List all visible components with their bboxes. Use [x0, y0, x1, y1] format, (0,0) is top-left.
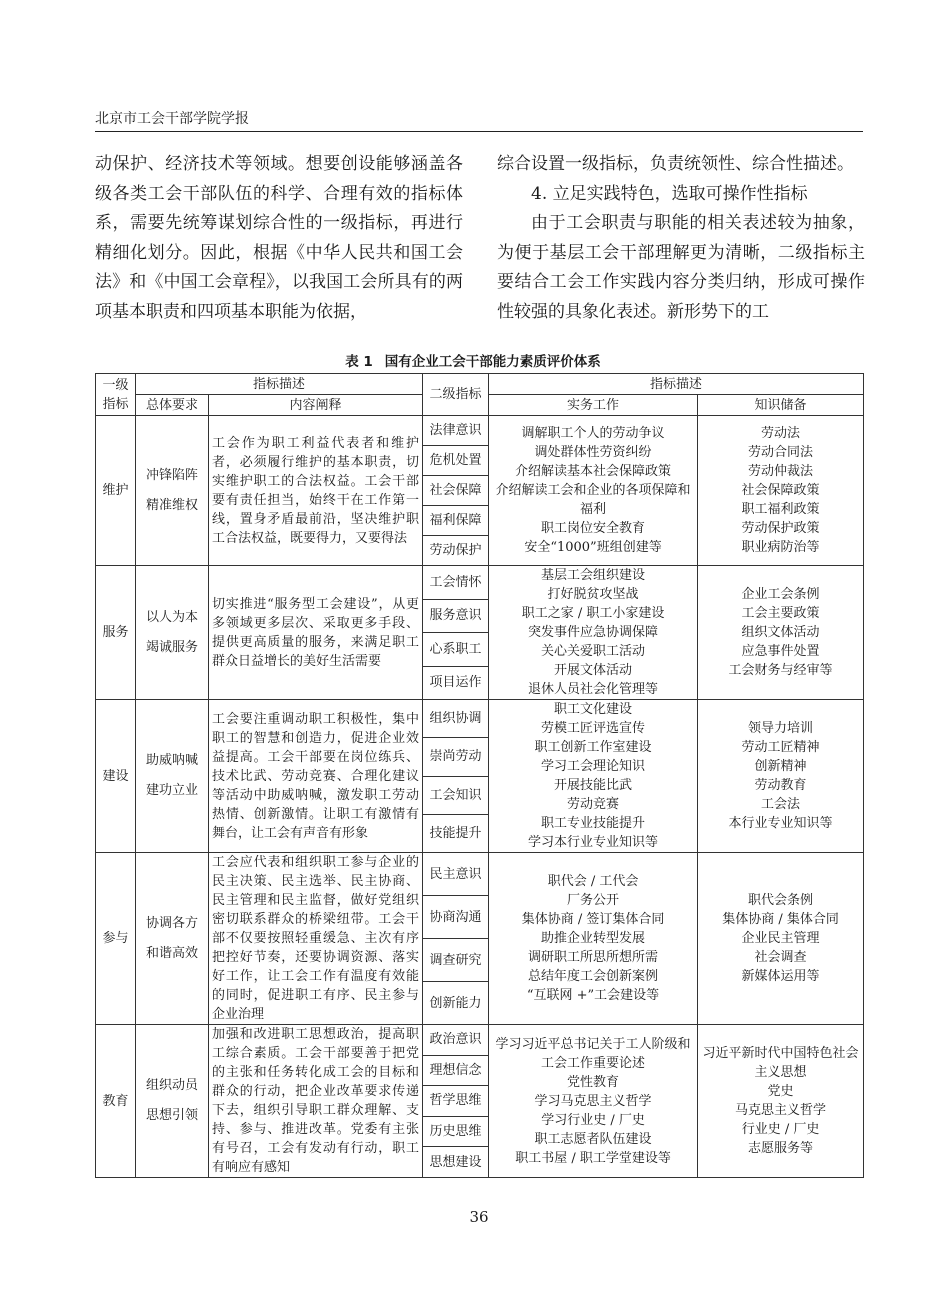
practice-line: 职工岗位安全教育 — [541, 521, 646, 536]
level2-cell: 创新能力 — [423, 982, 489, 1025]
practice-line: 介绍解读工会和企业的各项保障和福利 — [495, 483, 691, 517]
overall-cell — [136, 853, 209, 1025]
knowledge-cell — [698, 853, 864, 1025]
level1-cell: 维护 — [96, 416, 136, 566]
knowledge-line: 职代会条例 — [748, 893, 814, 908]
section-heading: 4. 立足实践特色，选取可操作性指标 — [531, 183, 808, 204]
level2-cell: 劳动保护 — [423, 536, 489, 566]
level2-cell: 法律意识 — [423, 416, 489, 446]
overall-cell — [136, 566, 209, 700]
level1-cell: 服务 — [96, 566, 136, 700]
level2-cell: 思想建设 — [423, 1147, 489, 1178]
content-cell: 切实推进“服务型工会建设”，从更多领域更多层次、采取更多手段、提供更高质量的服务，来满足职工群众日益增长的美好生活需要 — [209, 566, 423, 700]
practice-line: 退休人员社会化管理等 — [528, 682, 659, 697]
overall-line: 协调各方 — [145, 915, 198, 931]
level2-cell: 危机处置 — [423, 446, 489, 476]
knowledge-line: 劳动保护政策 — [741, 521, 820, 536]
knowledge-line: 劳动教育 — [754, 778, 807, 793]
practice-line: 安全“1000”班组创建等 — [524, 540, 662, 555]
knowledge-line: 社会调查 — [754, 950, 807, 965]
overall-line: 助威呐喊 — [145, 753, 198, 768]
practice-line: 厂务公开 — [567, 893, 620, 908]
knowledge-cell — [698, 700, 864, 853]
knowledge-line: 职工福利政策 — [741, 502, 820, 517]
level2-cell: 政治意识 — [423, 1025, 489, 1056]
table-row — [96, 416, 864, 446]
knowledge-line: 职业病防治等 — [741, 540, 820, 555]
knowledge-line: 集体协商 / 集体合同 — [722, 912, 839, 927]
overall-cell — [136, 1025, 209, 1178]
knowledge-line: 劳动合同法 — [748, 445, 814, 460]
level1-cell: 建设 — [96, 700, 136, 853]
knowledge-line: 组织文体活动 — [741, 625, 820, 640]
overall-cell — [136, 416, 209, 566]
right-paragraph-1: 综合设置一级指标，负责统领性、综合性描述。 — [497, 154, 854, 174]
knowledge-line: 劳动法 — [761, 426, 801, 441]
practice-line: 开展文体活动 — [554, 663, 633, 678]
table-caption-number: 表 1 — [345, 354, 373, 370]
table-body — [96, 416, 864, 1178]
practice-line: 打好脱贫攻坚战 — [547, 587, 639, 602]
level2-cell: 心系职工 — [423, 633, 489, 667]
practice-line: 调解职工个人的劳动争议 — [521, 426, 665, 441]
knowledge-cell — [698, 566, 864, 700]
level2-cell: 崇尚劳动 — [423, 738, 489, 776]
practice-cell — [489, 416, 698, 566]
header-knowledge: 知识储备 — [698, 395, 864, 416]
level2-cell: 技能提升 — [423, 814, 489, 852]
table-caption — [95, 350, 863, 370]
practice-line: 总结年度工会创新案例 — [528, 969, 659, 984]
practice-line: 职工志愿者队伍建设 — [534, 1131, 652, 1147]
practice-line: 突发事件应急协调保障 — [528, 625, 659, 640]
header-practice: 实务工作 — [489, 395, 698, 416]
knowledge-line: 新媒体运用等 — [741, 969, 820, 984]
header-level2: 二级指标 — [423, 374, 489, 416]
overall-line: 冲锋陷阵 — [145, 467, 198, 483]
evaluation-table — [95, 373, 864, 1178]
page-number: 36 — [469, 1208, 489, 1226]
knowledge-line: 本行业专业知识等 — [728, 816, 833, 831]
overall-line: 建功立业 — [145, 783, 198, 798]
level2-cell: 民主意识 — [423, 853, 489, 896]
header-desc: 指标描述 — [136, 374, 423, 395]
practice-line: 党性教育 — [567, 1074, 620, 1090]
practice-line: 开展技能比武 — [554, 778, 633, 793]
practice-line: 介绍解读基本社会保障政策 — [515, 464, 672, 479]
level2-cell: 工会情怀 — [423, 566, 489, 600]
practice-cell — [489, 700, 698, 853]
overall-line: 和谐高效 — [145, 945, 198, 961]
overall-cell — [136, 700, 209, 853]
practice-line: 职工书屋 / 职工学堂建设等 — [515, 1150, 671, 1166]
level2-cell: 工会知识 — [423, 776, 489, 814]
level2-cell: 协商沟通 — [423, 896, 489, 939]
knowledge-line: 劳动仲裁法 — [748, 464, 814, 479]
knowledge-cell — [698, 1025, 864, 1178]
right-paragraph-2: 由于工会职责与职能的相关表述较为抽象，为便于基层工会干部理解更为清晰，二级指标主要结合工会工作实践内容分类归纳，形成可操作性较强的具象化表述。新形势下的工 — [497, 213, 865, 322]
practice-line: 调处群体性劳资纠纷 — [534, 445, 652, 460]
content-cell: 工会应代表和组织职工参与企业的民主决策、民主选举、民主协商、民主管理和民主监督，做好党组织密切联系群众的桥梁纽带。工会干部不仅要按照轻重缓急、主次有序把控好节奏，还要协调资源、落实好工作，让工会工作有温度有效能的同时，促进职工有序、民主参与企业治理 — [209, 853, 423, 1025]
overall-line: 精准维权 — [145, 497, 198, 513]
right-column — [497, 150, 865, 327]
knowledge-line: 行业史 / 厂史 — [741, 1122, 820, 1137]
knowledge-line: 党史 — [767, 1084, 794, 1099]
level2-cell: 理想信念 — [423, 1055, 489, 1086]
knowledge-line: 劳动工匠精神 — [741, 740, 820, 755]
header-content: 内容阐释 — [209, 395, 423, 416]
table-row — [96, 566, 864, 600]
knowledge-line: 企业民主管理 — [741, 931, 820, 946]
knowledge-line: 创新精神 — [754, 759, 807, 774]
practice-line: “互联网 +”工会建设等 — [526, 988, 660, 1003]
practice-line: 职工文化建设 — [554, 702, 633, 717]
header-level1: 一级指标 — [96, 374, 136, 416]
table-row — [96, 700, 864, 738]
knowledge-line: 工会法 — [761, 797, 801, 812]
knowledge-line: 志愿服务等 — [748, 1141, 814, 1156]
level2-cell: 服务意识 — [423, 599, 489, 633]
header-desc2: 指标描述 — [489, 374, 864, 395]
overall-line: 组织动员 — [145, 1078, 198, 1093]
practice-line: 学习本行业专业知识等 — [528, 835, 659, 850]
practice-line: 调研职工所思所想所需 — [528, 950, 659, 965]
level2-cell: 社会保障 — [423, 476, 489, 506]
level2-cell: 组织协调 — [423, 700, 489, 738]
overall-line: 竭诚服务 — [145, 639, 198, 655]
practice-cell — [489, 566, 698, 700]
content-cell: 工会要注重调动职工积极性，集中职工的智慧和创造力，促进企业效益提高。工会干部要在岗位练兵、技术比武、劳动竞赛、合理化建议等活动中助威呐喊，激发职工劳动热情、创新激情。让职工有激情有舞台，让工会有声音有形象 — [209, 700, 423, 853]
practice-line: 职代会 / 工代会 — [547, 874, 639, 889]
level2-cell: 福利保障 — [423, 506, 489, 536]
content-cell: 工会作为职工利益代表者和维护者，必须履行维护的基本职责，切实维护职工的合法权益。工会干部要有责任担当，始终干在工作第一线，置身矛盾最前沿，坚决维护职工合法权益，既要得力，又要得法 — [209, 416, 423, 566]
knowledge-line: 应急事件处置 — [741, 644, 820, 659]
practice-line: 集体协商 / 签订集体合同 — [521, 912, 665, 927]
overall-line: 思想引领 — [145, 1108, 198, 1123]
level1-cell: 教育 — [96, 1025, 136, 1178]
knowledge-line: 习近平新时代中国特色社会主义思想 — [702, 1046, 859, 1080]
practice-line: 职工创新工作室建设 — [534, 740, 652, 755]
knowledge-cell — [698, 416, 864, 566]
practice-line: 职工专业技能提升 — [541, 816, 646, 831]
knowledge-line: 马克思主义哲学 — [735, 1103, 827, 1118]
practice-cell — [489, 853, 698, 1025]
table-row — [96, 1025, 864, 1056]
level2-cell: 项目运作 — [423, 666, 489, 700]
practice-line: 学习马克思主义哲学 — [534, 1093, 652, 1109]
practice-line: 关心关爱职工活动 — [541, 644, 646, 659]
practice-cell — [489, 1025, 698, 1178]
level2-cell: 调查研究 — [423, 939, 489, 982]
level2-cell: 哲学思维 — [423, 1086, 489, 1117]
knowledge-line: 领导力培训 — [748, 721, 814, 736]
left-paragraph: 动保护、经济技术等领域。想要创设能够涵盖各级各类工会干部队伍的科学、合理有效的指标体系，需要先统筹谋划综合性的一级指标，再进行精细化划分。因此，根据《中华人民共和国工会法》和《中国工会章程》，以我国工会所具有的两项基本职责和四项基本职能为依据， — [95, 154, 463, 322]
practice-line: 劳动竞赛 — [567, 797, 620, 812]
knowledge-line: 企业工会条例 — [741, 587, 820, 602]
header-rule — [95, 131, 863, 132]
knowledge-line: 工会主要政策 — [741, 606, 820, 621]
knowledge-line: 社会保障政策 — [741, 483, 820, 498]
level1-cell: 参与 — [96, 853, 136, 1025]
practice-line: 基层工会组织建设 — [541, 568, 646, 583]
practice-line: 劳模工匠评选宣传 — [541, 721, 646, 736]
journal-header: 北京市工会干部学院学报 — [95, 111, 249, 127]
practice-line: 助推企业转型发展 — [541, 931, 646, 946]
left-column — [95, 150, 463, 327]
level2-cell: 历史思维 — [423, 1116, 489, 1147]
content-cell: 加强和改进职工思想政治，提高职工综合素质。工会干部要善于把党的主张和任务转化成工会的目标和群众的行动，把企业改革要求传递下去，组织引导职工群众理解、支持、参与、推进改革。党委有主张有号召，工会有发动有行动，职工有响应有感知 — [209, 1025, 423, 1178]
knowledge-line: 工会财务与经审等 — [728, 663, 833, 678]
practice-line: 学习工会理论知识 — [541, 759, 646, 774]
practice-line: 学习习近平总书记关于工人阶级和工会工作重要论述 — [495, 1036, 691, 1071]
overall-line: 以人为本 — [145, 609, 198, 625]
header-overall: 总体要求 — [136, 395, 209, 416]
table-row — [96, 853, 864, 896]
table-caption-title: 国有企业工会干部能力素质评价体系 — [384, 354, 601, 370]
practice-line: 职工之家 / 职工小家建设 — [521, 606, 665, 621]
practice-line: 学习行业史 / 厂史 — [541, 1112, 645, 1128]
